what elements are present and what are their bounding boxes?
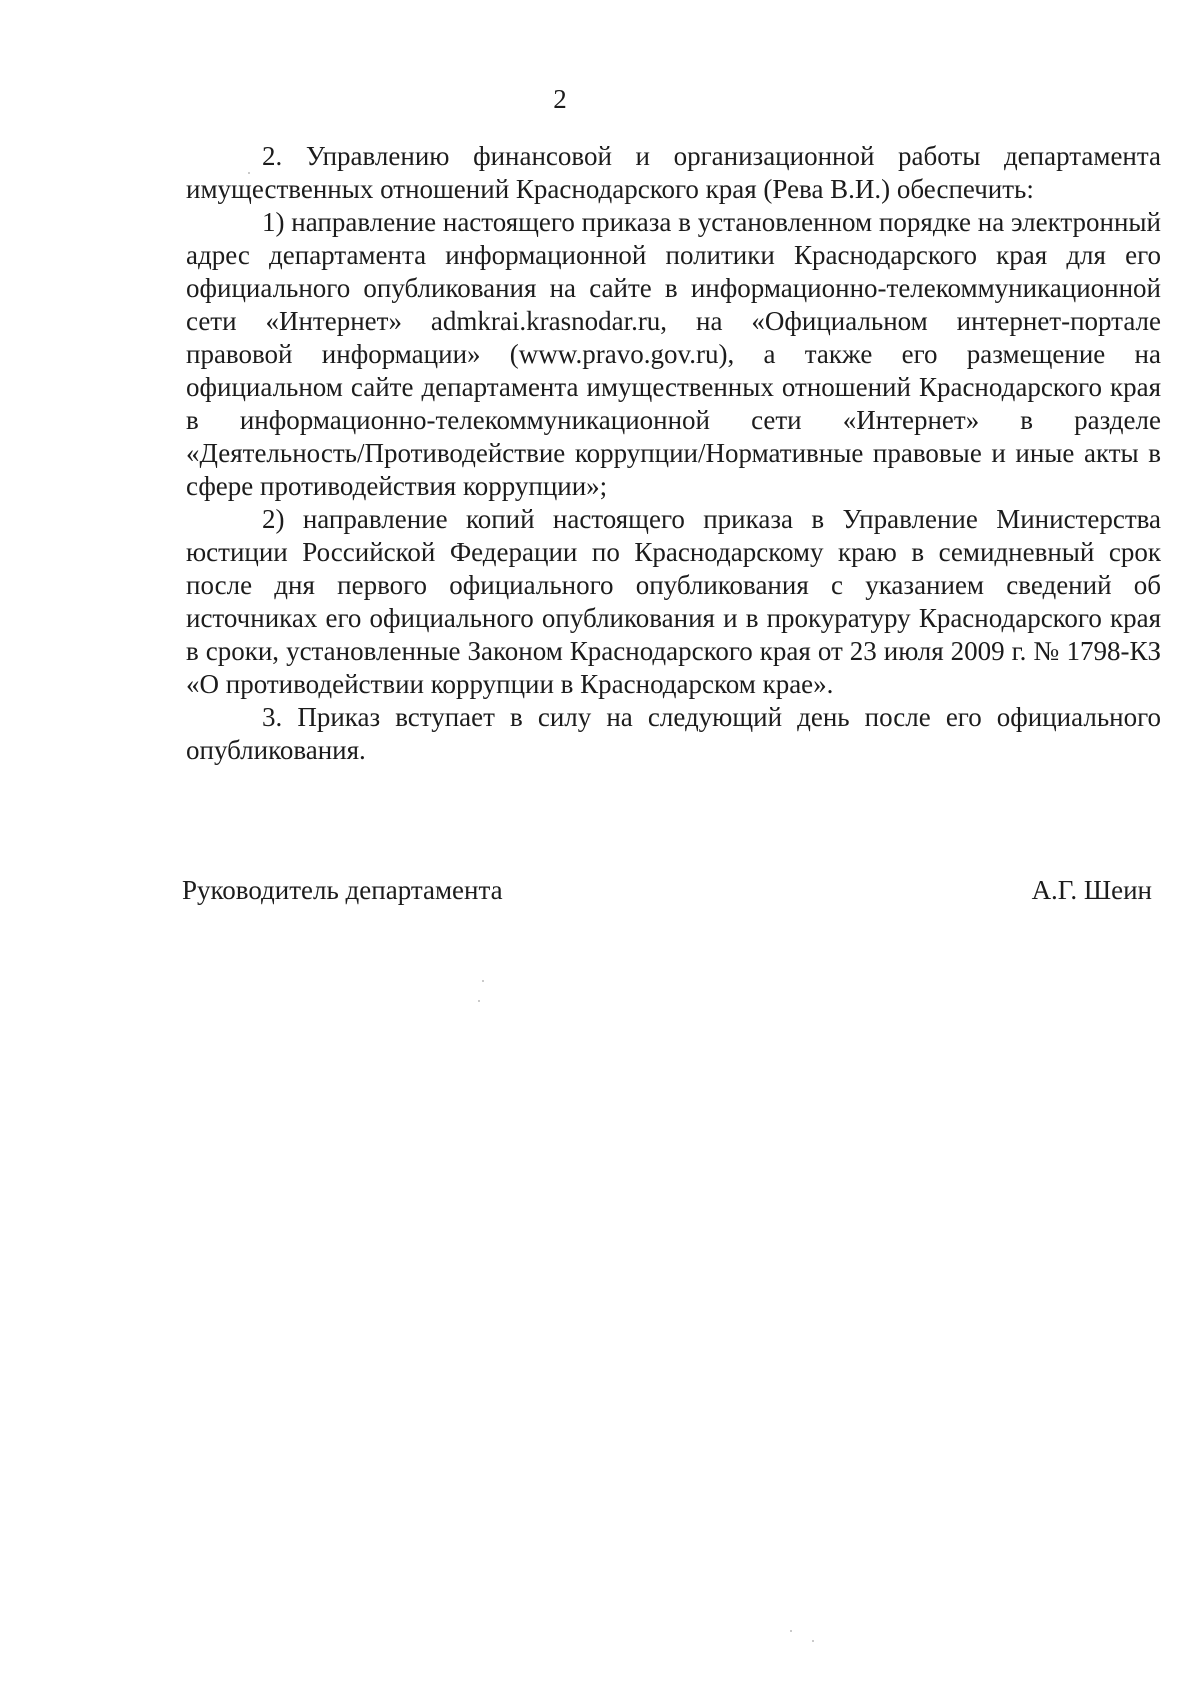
scan-speck bbox=[478, 1000, 480, 1002]
scan-speck bbox=[812, 1640, 814, 1642]
signatory-position: Руководитель департамента bbox=[182, 875, 503, 905]
scan-speck bbox=[482, 980, 484, 982]
page-number: 2 bbox=[553, 84, 567, 114]
paragraph-subitem-2: 2) направление копий настоящего приказа в Управление Министерства юстиции Российской Федерации по Краснодарскому краю в семидневный срок после дня первого официального опубликования с указанием сведений об источниках его официального опубликования и в прокуратуру Краснодарского края в сроки, установленные Законом Краснодарского края от 23 июля 2009 г. № 1798-КЗ «О противодействии коррупции в Краснодарском крае». bbox=[186, 504, 1161, 699]
document-body bbox=[186, 140, 1161, 767]
signature-block bbox=[182, 875, 1152, 906]
scan-speck bbox=[790, 1630, 792, 1632]
scan-speck bbox=[248, 172, 250, 174]
signatory-name: А.Г. Шеин bbox=[1031, 875, 1152, 905]
paragraph-item-2: 2. Управлению финансовой и организационной работы департамента имущественных отношений Краснодарского края (Рева В.И.) обеспечить: bbox=[186, 141, 1161, 204]
paragraph-item-3: 3. Приказ вступает в силу на следующий день после его официального опубликования. bbox=[186, 702, 1161, 765]
paragraph-subitem-1: 1) направление настоящего приказа в установленном порядке на электронный адрес департамента информационной политики Краснодарского края для его официального опубликования на сайте в информационно-телекоммуникационной сети «Интернет» admkrai.krasnodar.ru, на «Официальном интернет-портале правовой информации» (www.pravo.gov.ru), а также его размещение на официальном сайте департамента имущественных отношений Краснодарского края в информационно-телекоммуникационной сети «Интернет» в разделе «Деятельность/Противодействие коррупции/Нормативные правовые и иные акты в сфере противодействия коррупции»; bbox=[186, 207, 1161, 501]
